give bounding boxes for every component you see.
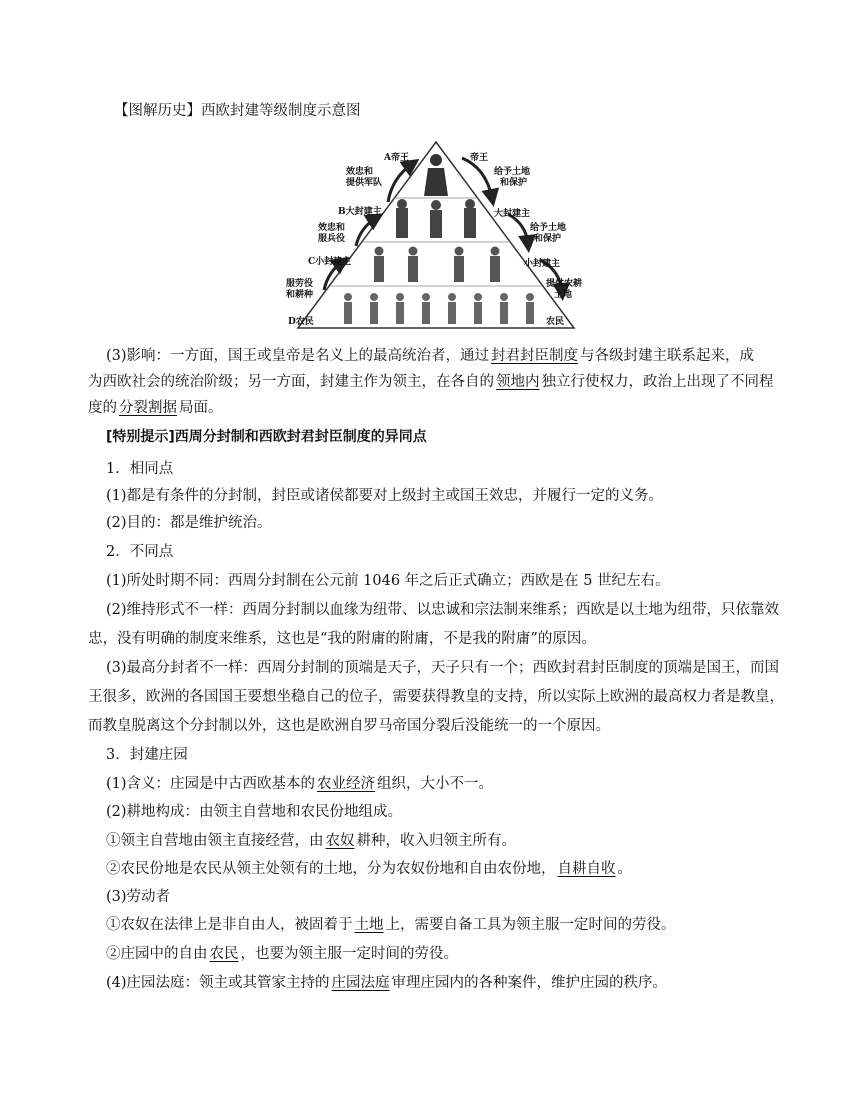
peasant-figures — [344, 293, 534, 324]
duty-left-1a: 效忠和 — [346, 167, 374, 177]
impact-text-i: 局面。 — [179, 400, 223, 416]
manor-free-peasants — [106, 944, 458, 964]
duty-left-1b: 提供军队 — [346, 178, 383, 188]
rank-label-right-lesser-lord: 小封建主 — [524, 259, 561, 269]
answer-feudal-system: 封君封臣制度 — [491, 348, 579, 364]
duty-right-2b: 和保护 — [534, 234, 562, 244]
impact-text-a: (3)影响：一方面，国王或皇帝是名义上的最高统治者，通过 — [106, 348, 490, 364]
manor-text-4a: ②农民份地是农民从领主处领有的土地，分为农奴份地和自由农份地， — [106, 861, 556, 877]
same-point-1: (1)都是有条件的分封制，封臣或诸侯都要对上级封主或国王效忠，并履行一定的义务。 — [106, 488, 664, 504]
manor-text-3a: ①领主自营地由领主直接经营，由 — [106, 833, 324, 849]
impact-text-g: 度的 — [88, 400, 117, 416]
impact-line-2 — [88, 372, 774, 392]
duty-right-1b: 和保护 — [500, 178, 528, 188]
answer-fief: 领地内 — [496, 374, 540, 390]
manor-text-7c: ，也要为领主服一定时间的劳役。 — [240, 946, 458, 962]
lord-figures — [396, 199, 476, 238]
duty-left-2b: 服兵役 — [318, 234, 346, 244]
answer-serf: 农奴 — [325, 833, 355, 849]
manor-text-8c: 审理庄园内的各种案件，维护庄园的秩序。 — [391, 975, 668, 991]
manor-land-composition: (2)耕地构成：由领主自营地和农民份地组成。 — [106, 804, 403, 820]
manor-text-4c: 。 — [617, 861, 632, 877]
answer-land: 土地 — [354, 917, 384, 933]
duty-right-2a: 给予土地 — [530, 223, 567, 233]
right-arrow-1 — [462, 158, 492, 198]
emperor-figure — [424, 154, 448, 196]
duty-left-3a: 服劳役 — [286, 279, 314, 289]
answer-manor-court: 庄园法庭 — [331, 975, 390, 991]
rank-label-emperor: A帝王 — [384, 153, 409, 163]
manor-text-1c: 组织，大小不一。 — [377, 776, 494, 792]
impact-line-1 — [106, 346, 754, 366]
duty-left-2a: 效忠和 — [318, 223, 346, 233]
manor-court — [106, 973, 667, 993]
special-tip-heading — [106, 427, 427, 447]
same-point-2: (2)目的：都是维护统治。 — [106, 515, 272, 531]
manor-demesne — [106, 831, 516, 851]
tip-bracket: [特别提示] — [106, 429, 175, 445]
rank-label-lesser-lord: C小封建主 — [308, 257, 352, 267]
diff-point-1: (1)所处时期不同：西周分封制在公元前 1046 年之后正式确立；西欧是在 5 世纪左右。 — [106, 573, 670, 589]
manor-heading: 3．封建庄园 — [106, 747, 188, 763]
manor-text-8a: (4)庄园法庭：领主或其管家主持的 — [106, 975, 330, 991]
manor-text-1a: (1)含义：庄园是中古西欧基本的 — [106, 776, 316, 792]
figure-caption-text: 西欧封建等级制度示意图 — [201, 103, 361, 119]
manor-peasant-land — [106, 859, 632, 879]
feudal-hierarchy-diagram — [284, 138, 584, 334]
figure-caption-bracket: 【图解历史】 — [114, 103, 201, 119]
diff-point-3a: (3)最高分封者不一样：西周分封制的顶端是天子，天子只有一个；西欧封君封臣制度的顶端是国王，而国 — [106, 660, 780, 676]
diff-point-3b: 王很多，欧洲的各国国王要想坐稳自己的位子，需要获得教皇的支持，所以实际上欧洲的最高权力者是教皇， — [88, 689, 784, 705]
impact-text-f: 独立行使权力，政治上出现了不同程 — [541, 374, 774, 390]
impact-line-3 — [88, 398, 223, 418]
same-heading: 1．相同点 — [106, 461, 174, 477]
duty-right-3a: 提供农耕 — [546, 279, 583, 289]
rank-label-right-great-lord: 大封建主 — [494, 209, 531, 219]
rank-label-great-lord: B大封建主 — [338, 207, 382, 217]
impact-text-d: 为西欧社会的统治阶级；另一方面，封建主作为领主，在各自的 — [88, 374, 494, 390]
diff-point-2b: 忠，没有明确的制度来维系，这也是“我的附庸的附庸，不是我的附庸”的原因。 — [88, 631, 596, 647]
answer-fragmentation: 分裂割据 — [119, 400, 177, 416]
manor-text-6c: 上，需要自备工具为领主服一定时间的劳役。 — [385, 917, 676, 933]
rank-label-right-emperor: 帝王 — [470, 153, 489, 163]
manor-text-7a: ②庄园中的自由 — [106, 946, 208, 962]
diff-heading: 2．不同点 — [106, 544, 174, 560]
diff-point-3c: 而教皇脱离这个分封制以外，这也是欧洲自罗马帝国分裂后没能统一的一个原因。 — [88, 718, 610, 734]
rank-label-right-peasant: 农民 — [546, 317, 565, 327]
knight-figures — [374, 247, 500, 283]
answer-agricultural-economy: 农业经济 — [317, 776, 376, 792]
manor-serfs — [106, 915, 676, 935]
diff-point-2a: (2)维持形式不一样：西周分封制以血缘为纽带、以忠诚和宗法制来维系；西欧是以土地为纽带，只依靠效 — [106, 602, 780, 618]
answer-self-farming: 自耕自收 — [557, 861, 616, 877]
left-arrow-1 — [388, 164, 412, 202]
manor-text-6a: ①农奴在法律上是非自由人，被固着于 — [106, 917, 353, 933]
manor-definition — [106, 774, 493, 794]
impact-text-c: 与各级封建主联系起来，成 — [580, 348, 755, 364]
answer-peasants: 农民 — [209, 946, 239, 962]
figure-caption — [114, 101, 361, 121]
duty-left-3b: 和耕种 — [286, 290, 314, 300]
tip-text: 西周分封制和西欧封君封臣制度的异同点 — [174, 429, 427, 445]
duty-right-3b: 土地 — [554, 290, 573, 300]
rank-label-peasant: D农民 — [288, 317, 314, 327]
manor-laborers-heading: (3)劳动者 — [106, 889, 171, 905]
duty-right-1a: 给予土地 — [494, 167, 531, 177]
manor-text-3c: 耕种，收入归领主所有。 — [356, 833, 516, 849]
